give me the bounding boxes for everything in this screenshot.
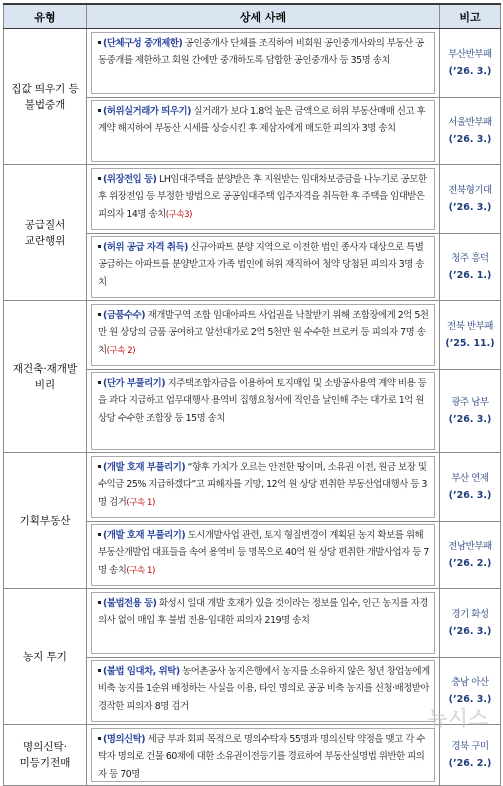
bullet-icon: [98, 245, 101, 248]
case-description: [91, 32, 435, 94]
note-cell: [440, 658, 501, 725]
note-cell: [440, 301, 501, 370]
watermark: 뉴시스: [428, 706, 489, 730]
case-tag: (불법 임대차, 위탁): [103, 666, 180, 677]
case-tag: (금품수수): [103, 310, 146, 321]
bullet-icon: [98, 737, 101, 740]
header-row: [4, 4, 501, 29]
case-text: 신규아파트 분양 지역으로 이전한 법인 종사자 대상으로 특별공급하는 아파트를 분양받고자 가족 법인에 허위 재직하여 청약 당첨된 피의자 3명 송치: [98, 242, 424, 288]
bullet-icon: [98, 381, 101, 384]
case-tag: (허위실거래가 띄우기): [103, 106, 191, 117]
case-type: 기획부동산: [4, 453, 87, 589]
case-description: [91, 304, 435, 366]
note-cell: [440, 725, 501, 786]
note-date: (’26. 3.): [448, 490, 492, 501]
case-description: [91, 100, 435, 162]
case-text: 재개발구역 조합 임대아파트 사업권을 낙찰받기 위해 조합장에게 2억 5천만 원 상당의 금품 공여하고 알선대가로 2억 5천만 원 수수한 브로커 등 피의자 7명 송치: [98, 310, 429, 356]
case-text: 화성시 일대 개발 호재가 있을 것이라는 정보를 입수, 인근 농지를 자경 의사 없이 매입 후 불법 전용·임대한 피의자 219명 송치: [98, 598, 428, 627]
case-cell: [87, 522, 440, 589]
note-date: (’26. 3.): [448, 694, 492, 705]
note-location: 전남반부패: [448, 541, 492, 552]
table-row: [4, 453, 501, 522]
case-table-body: [4, 29, 501, 786]
case-type: 재건축·재개발 비리: [4, 301, 87, 453]
case-cell: [87, 29, 440, 98]
case-text: 실거래가 보다 1.8억 높은 금액으로 허위 부동산매매 신고 후 계약 해지하여 부동산 시세를 상승시킨 후 제삼자에게 매도한 피의자 3명 송치: [98, 106, 426, 135]
table-row: [4, 301, 501, 370]
note-cell: [440, 589, 501, 658]
header-detail: 상세 사례: [87, 4, 440, 29]
case-text: 공인중개사 단체를 조직하여 비회원 공인중개사와의 부동산 공동중개를 제한하고 회원 간에만 중개하도록 담합한 공인중개사 등 35명 송치: [98, 38, 424, 67]
case-text: 세금 부과 회피 목적으로 명의수탁자 55명과 명의신탁 약정을 맺고 각 수탁자 명의로 건물 60채에 대한 소유권이전등기를 경료하여 부동산실명법 위반한 피의자 등 70명: [98, 734, 425, 780]
case-description: [91, 456, 435, 518]
table-row: [4, 29, 501, 98]
note-cell: [440, 453, 501, 522]
table-row: [4, 165, 501, 234]
case-cell: [87, 98, 440, 165]
case-cell: [87, 370, 440, 453]
case-tag: (불법전용 등): [103, 598, 157, 609]
case-cell: [87, 453, 440, 522]
table-row: [4, 725, 501, 786]
header-type: 유형: [4, 4, 87, 29]
case-description: [91, 524, 435, 586]
case-cell: [87, 301, 440, 370]
note-cell: [440, 370, 501, 453]
case-table: [3, 3, 501, 786]
note-date: (’26. 3.): [448, 626, 492, 637]
case-cell: [87, 725, 440, 786]
case-text: LH임대주택을 분양받은 후 지원받는 임대차보증금을 나누기로 공모한 후 위장전입 등 부정한 방법으로 공공임대주택 입주자격을 취득한 후 주택을 임대받은 피의자 14명 송치: [98, 174, 427, 220]
note-date: (’26. 3.): [448, 134, 492, 145]
bullet-icon: [98, 465, 101, 468]
case-tag: (명의신탁): [103, 734, 146, 745]
note-location: 부산 연제: [451, 473, 489, 484]
note-location: 전북형기대: [448, 185, 492, 196]
note-location: 경기 화성: [451, 609, 489, 620]
case-type: 집값 띄우기 등 불법중개: [4, 29, 87, 165]
case-description: [91, 592, 435, 654]
bullet-icon: [98, 313, 101, 316]
note-location: 전북 반부패: [447, 321, 493, 332]
case-tag: (위장전입 등): [103, 174, 157, 185]
case-description: [91, 728, 435, 782]
note-date: (’26. 3.): [448, 66, 492, 77]
bullet-icon: [98, 669, 101, 672]
case-description: [91, 236, 435, 298]
note-cell: [440, 522, 501, 589]
case-cell: [87, 589, 440, 658]
note-location: 광주 남부: [451, 397, 489, 408]
note-location: 서울반부패: [448, 117, 492, 128]
case-text: 지주택조합자금을 이용하여 토지매입 및 소방공사용역 계약 비용 등을 과다 지급하고 업무대행사 용역비 집행요청서에 직인을 날인해 주는 대가로 1억 원 상당 수수한 조합장 등 15명 송치: [98, 378, 427, 424]
case-text: 도시개발사업 관련, 토지 형질변경이 계획된 농지 확보를 위해 부동산개발업 대표들을 속여 용역비 등 명목으로 40억 원 상당 편취한 개발사업자 등 7명 송치: [98, 530, 429, 576]
note-date: (’26. 3.): [448, 202, 492, 213]
case-tag: (개발 호재 부풀리기): [103, 530, 186, 541]
note-location: 청주 흥덕: [451, 253, 489, 264]
note-date: (’25. 11.): [445, 338, 495, 349]
case-type: 명의신탁· 미등기전매: [4, 725, 87, 786]
bullet-icon: [98, 601, 101, 604]
header-note: 비고: [440, 4, 501, 29]
note-date: (’26. 3.): [448, 414, 492, 425]
bullet-icon: [98, 177, 101, 180]
bullet-icon: [98, 533, 101, 536]
case-text: “향후 가치가 오르는 안전한 땅이며, 소유권 이전, 원금 보장 및 수익금 25% 지급하겠다”고 피해자를 기망, 12억 원 상당 편취한 부동산업대행사 등 3명 검거: [98, 462, 427, 508]
note-location: 부산반부패: [448, 49, 492, 60]
note-date: (’26. 1.): [448, 270, 492, 281]
case-tag: (허위 공급 자격 취득): [103, 242, 188, 253]
case-arrest-note: (구속 2): [106, 345, 136, 356]
note-cell: [440, 234, 501, 301]
table-row: [4, 589, 501, 658]
case-cell: [87, 165, 440, 234]
case-cell: [87, 234, 440, 301]
note-cell: [440, 98, 501, 165]
case-text: 농어촌공사 농지은행에서 농지를 소유하지 않은 청년 창업농에게 비축 농지를 1순위 배정하는 사실을 이용, 타인 명의로 공공 비축 농지를 신청·배정받아 경작한 피의자 8명 검거: [98, 666, 430, 712]
case-description: [91, 168, 435, 230]
case-description: [91, 372, 435, 450]
case-type: 공급질서 교란행위: [4, 165, 87, 301]
case-tag: (단가 부풀리기): [103, 378, 166, 389]
case-description: [91, 660, 435, 722]
note-location: 경북 구미: [451, 741, 489, 752]
bullet-icon: [98, 41, 101, 44]
case-arrest-note: (구속 1): [126, 565, 155, 576]
case-tag: (개발 호재 부풀리기): [103, 462, 186, 473]
note-cell: [440, 165, 501, 234]
note-date: (’26. 2.): [448, 558, 492, 569]
case-tag: (단체구성 중개제한): [103, 38, 183, 49]
note-location: 충남 아산: [451, 677, 489, 688]
case-arrest-note: (구속 1): [126, 497, 155, 508]
case-cell: [87, 658, 440, 725]
note-cell: [440, 29, 501, 98]
case-arrest-note: (구속3): [165, 209, 192, 220]
bullet-icon: [98, 109, 101, 112]
case-type: 농지 투기: [4, 589, 87, 725]
note-date: (’26. 2.): [448, 758, 492, 769]
